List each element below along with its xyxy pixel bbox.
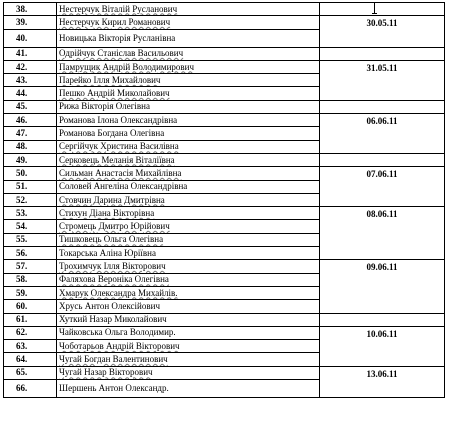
table-row — [4, 366, 445, 379]
table-row — [4, 60, 445, 73]
student-name: Тишковець Ольга Олегівна — [57, 233, 320, 246]
row-number: 45. — [4, 100, 57, 113]
table-row — [4, 153, 445, 166]
row-number: 54. — [4, 220, 57, 233]
table-row — [4, 167, 445, 180]
student-name: Фаляхова Вероніка Олегівна — [57, 273, 320, 286]
row-number: 61. — [4, 313, 57, 326]
table-row — [4, 100, 445, 113]
student-name: Нестерчук Кирил Романович — [57, 16, 320, 29]
row-number: 63. — [4, 340, 57, 353]
session-date: 07.06.11 — [320, 167, 445, 207]
date-cell-blank — [320, 100, 445, 113]
row-number: 58. — [4, 273, 57, 286]
row-number: 64. — [4, 353, 57, 366]
table-row — [4, 326, 445, 339]
session-date: 13.06.11 — [320, 366, 445, 397]
row-number: 46. — [4, 114, 57, 127]
student-name: Сергійчук Христина Василівна — [57, 140, 320, 153]
row-number: 62. — [4, 326, 57, 339]
row-number: 41. — [4, 47, 57, 60]
table-row — [4, 313, 445, 326]
student-name: Одрійчук Станіслав Васильович — [57, 47, 320, 60]
row-number: 48. — [4, 140, 57, 153]
row-number: 47. — [4, 127, 57, 140]
row-number: 50. — [4, 167, 57, 180]
row-number: 53. — [4, 207, 57, 220]
student-name: Чугай Назар Вікторович — [57, 366, 320, 379]
session-date: 31.05.11 — [320, 60, 445, 100]
student-name: Чугай Богдан Валентинович — [57, 353, 320, 366]
student-name: Соловей Ангеліна Олександрівна — [57, 180, 320, 193]
date-cell-blank — [320, 313, 445, 326]
student-name: Романова Богдана Олегівна — [57, 127, 320, 140]
row-number: 57. — [4, 260, 57, 273]
student-name: Стихун Діана Вікторівна — [57, 207, 320, 220]
row-number: 40. — [4, 29, 57, 47]
row-number: 59. — [4, 286, 57, 299]
row-number: 55. — [4, 233, 57, 246]
session-date: 30.05.11 — [320, 16, 445, 47]
student-name: Трохимчук Ілля Вікторович — [57, 260, 320, 273]
row-number: 43. — [4, 74, 57, 87]
student-name: Хмарук Олександра Михайлів. — [57, 286, 320, 299]
session-date: 08.06.11 — [320, 207, 445, 260]
student-name: Сильман Анастасія Михайлівна — [57, 167, 320, 180]
row-number: 65. — [4, 366, 57, 379]
row-number: 42. — [4, 60, 57, 73]
session-date: 10.06.11 — [320, 326, 445, 366]
row-number: 49. — [4, 153, 57, 166]
student-name: Чайковська Ольга Володимир. — [57, 326, 320, 339]
row-number: 60. — [4, 300, 57, 313]
student-name: Пешко Андрій Миколайович — [57, 87, 320, 100]
date-cell-blank — [320, 153, 445, 166]
table-row — [4, 47, 445, 60]
student-name: Парейко Ілля Михайлович — [57, 74, 320, 87]
row-number: 56. — [4, 247, 57, 260]
student-name: Романова Ілона Олександрівна — [57, 114, 320, 127]
row-number: 38. — [4, 3, 57, 16]
student-name: Серковець Меланія Віталіївна — [57, 153, 320, 166]
table-row — [4, 3, 445, 16]
student-name: Шершень Антон Олександр. — [57, 380, 320, 398]
row-number: 39. — [4, 16, 57, 29]
student-name: Чоботарьов Андрій Вікторович — [57, 340, 320, 353]
date-cell-blank — [320, 3, 445, 16]
student-name: Токарська Аліна Юріївна — [57, 247, 320, 260]
student-name: Рижа Вікторія Олегівна — [57, 100, 320, 113]
table-row — [4, 16, 445, 29]
table-row — [4, 260, 445, 273]
session-date: 09.06.11 — [320, 260, 445, 313]
student-name: Стромець Дмитро Юрійович — [57, 220, 320, 233]
date-cell-blank — [320, 47, 445, 60]
student-name: Нестерчук Віталій Русланович — [57, 3, 320, 16]
row-number: 52. — [4, 193, 57, 206]
row-number: 44. — [4, 87, 57, 100]
table-row — [4, 207, 445, 220]
student-name: Памрущик Андрій Володимирович — [57, 60, 320, 73]
student-name: Хуткий Назар Миколайович — [57, 313, 320, 326]
row-number: 51. — [4, 180, 57, 193]
table-row — [4, 114, 445, 127]
student-name: Стовчин Дарина Дмитрівна — [57, 193, 320, 206]
student-name: Хрусь Антон Олексійович — [57, 300, 320, 313]
session-date: 06.06.11 — [320, 114, 445, 154]
student-name: Новицька Вікторія Русланівна — [57, 29, 320, 47]
row-number: 66. — [4, 380, 57, 398]
schedule-table — [3, 2, 445, 398]
